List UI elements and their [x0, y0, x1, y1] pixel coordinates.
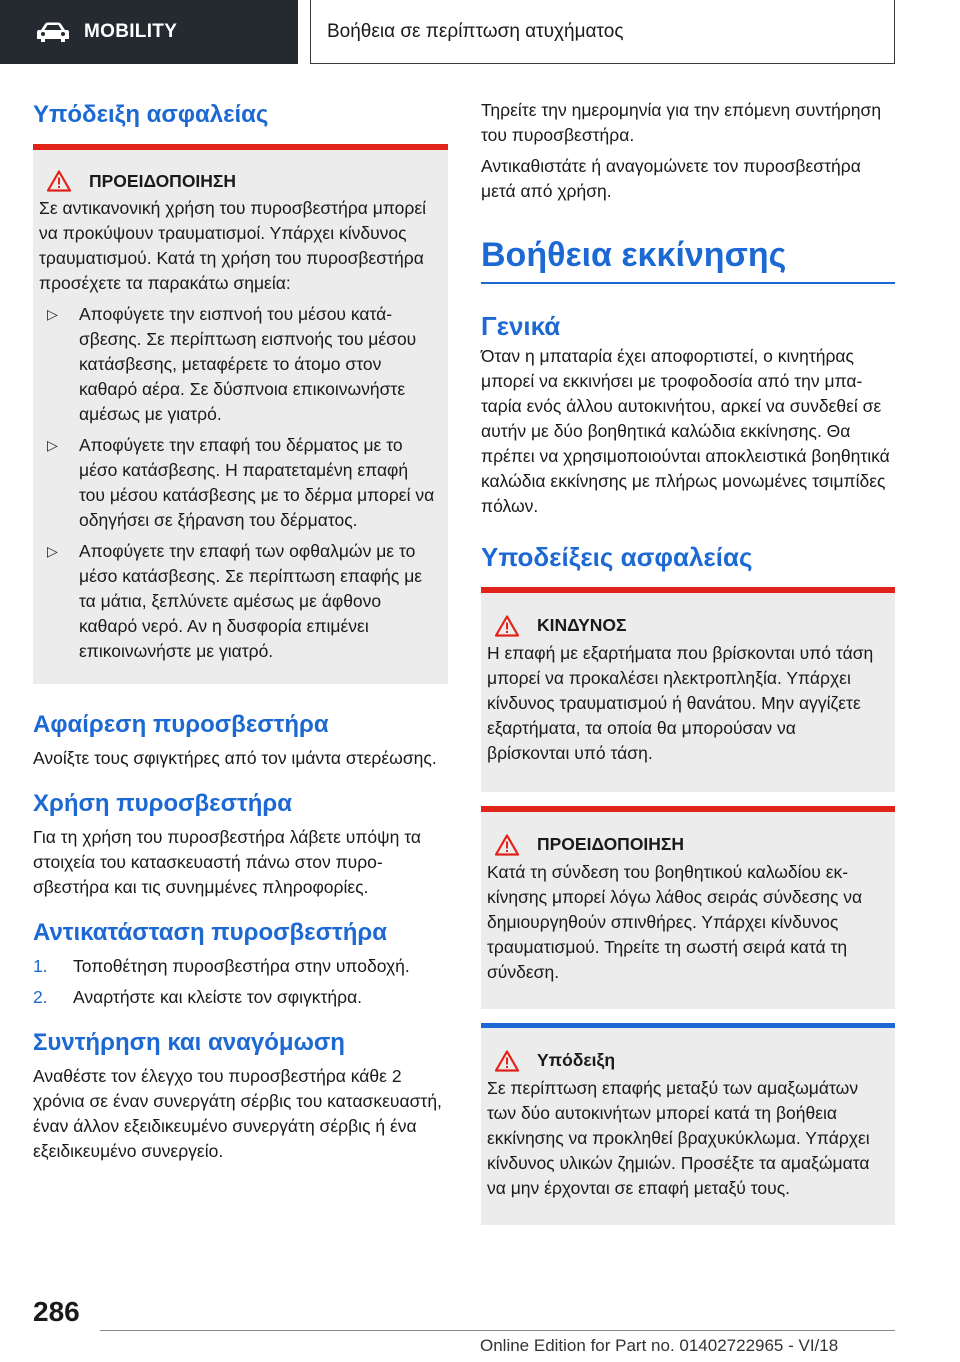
- list-item: [39, 433, 436, 533]
- bullet-triangle-icon: ▷: [47, 543, 58, 559]
- right-column: [481, 98, 895, 1225]
- bullet-triangle-icon: ▷: [47, 306, 58, 322]
- replace-heading: Αντικατάσταση πυροσβεστήρα: [33, 919, 387, 946]
- heading-rule: [481, 282, 895, 284]
- header-chapter-label: Βοήθεια σε περίπτωση ατυχήματος: [327, 20, 624, 42]
- notice-box: [481, 1028, 895, 1225]
- danger-text: Η επαφή με εξαρτήματα που βρίσκονται υπό τάση μπορεί να προκαλέσει ηλεκτροπληξία. Υπάρχει κίνδυνος τραυματισμού ή θανάτου. Μην αγγίζετε εξαρτήματα, τα οποία θα μπορούσαν να βρίσκονται υπό τάση.: [487, 642, 874, 763]
- warning-header: [39, 170, 436, 192]
- general-text: Όταν η μπαταρία έχει αποφορτιστεί, ο κινητήρας μπορεί να εκκινήσει με τροφοδοσία από την μπαταρία ενός άλλου αυτοκινήτου, αρκεί να συνδεθεί σε αυτήν με δύο βοηθητικά καλώδια εκκίνησης. Θα πρέπει να χρησιμοποιούνται αποκλειστικά βοηθητικά καλώδια εκκίνησης με πλήρως μονωμένες τσιμπίδες πόλων.: [481, 345, 890, 516]
- danger-label: ΚΙΝΔΥΝΟΣ: [537, 615, 627, 635]
- safety-note-heading: Υπόδειξη ασφαλείας: [33, 101, 269, 128]
- use-heading: Χρήση πυροσβεστήρα: [33, 790, 292, 817]
- replace-steps-list: [33, 954, 448, 1010]
- car-icon: [36, 21, 70, 43]
- warning-triangle-icon: [495, 615, 519, 637]
- danger-box: [481, 593, 895, 792]
- footer-rule: [100, 1330, 895, 1331]
- warning-box: [481, 812, 895, 1009]
- header-chapter: [310, 0, 895, 64]
- step-number: 1.: [33, 956, 48, 976]
- step-number: 2.: [33, 987, 48, 1007]
- danger-header: [487, 615, 883, 637]
- warning-text: Κατά τη σύνδεση του βοηθητικού καλωδίου εκκίνησης μπορεί λόγω λάθος σειράς σύνδεσης να δημιουργηθούν σπινθήρες. Υπάρχει κίνδυνος τραυματισμού. Τηρείτε τη σωστή σειρά κατά τη σύνδεση.: [487, 861, 863, 982]
- list-item: [39, 302, 436, 427]
- warning-triangle-icon: [495, 834, 519, 856]
- maintenance-text: Αναθέστε τον έλεγχο του πυροσβεστήρα κάθε 2 χρόνια σε έναν συνεργάτη σέρβις του κατασκευαστή, έναν άλλον εξειδικευμένο συνεργάτη σέρβις ή ένα εξειδικευμένο συνεργείο.: [33, 1066, 442, 1161]
- bullet-triangle-icon: ▷: [47, 437, 58, 453]
- footer-edition: Online Edition for Part no. 01402722965 - VI/18: [480, 1336, 839, 1355]
- use-text: Για τη χρήση του πυροσβεστήρα λάβετε υπόψη τα στοιχεία του κατασκευαστή πάνω στον πυροσβεστήρα και τις συνημμένες πληροφορίες.: [33, 827, 422, 897]
- list-item: [33, 985, 448, 1010]
- removal-text: Ανοίξτε τους σφιγκτήρες από τον ιμάντα στερέωσης.: [33, 748, 437, 768]
- warning-label: ΠΡΟΕΙΔΟΠΟΙΗΣΗ: [537, 834, 685, 854]
- notice-text: Σε περίπτωση επαφής μεταξύ των αμαξωμάτων των δύο αυτοκινήτων μπορεί κατά τη βοήθεια εκκίνησης να προκληθεί βραχυκύκλωμα. Υπάρχει κίνδυνος υλικών ζημιών. Προσέξτε τα αμαξώματα να μην έρχονται σε επαφή μεταξύ τους.: [487, 1077, 870, 1198]
- general-heading: Γενικά: [481, 310, 561, 341]
- list-item-text: Αποφύγετε την εισπνοή του μέσου κατάσβεσης. Σε περίπτωση εισπνοής του μέσου κατάσβεσης, μεταφέρετε το άτομο στον καθαρό αέρα. Σε δύσπνοια επικοινωνήστε αμέσως με γιατρό.: [79, 304, 417, 424]
- maintenance-heading: Συντήρηση και αναγόμωση: [33, 1029, 345, 1056]
- left-column: [33, 100, 448, 1164]
- warning-bullet-list: [39, 302, 436, 664]
- removal-heading: Αφαίρεση πυροσβεστήρα: [33, 711, 329, 738]
- list-item: [33, 954, 448, 979]
- service-date-text: Τηρείτε την ημερομηνία για την επόμενη συντήρηση του πυροσβεστήρα.: [481, 100, 882, 145]
- notice-triangle-icon: [495, 1050, 519, 1072]
- warning-triangle-icon: [47, 170, 71, 192]
- list-item: [39, 539, 436, 664]
- page-number: 286: [33, 1296, 80, 1327]
- warning-header: [487, 834, 883, 856]
- notice-label: Υπόδειξη: [537, 1050, 616, 1070]
- list-item-text: Αποφύγετε την επαφή των οφθαλμών με το μέσο κατάσβεσης. Σε περίπτωση επαφής με τα μάτια, ξεπλύνετε αμέσως με άφθονο καθαρό νερό. Αν η δυσφορία επιμένει επικοινωνήστε με γιατρό.: [79, 541, 423, 661]
- step-text: Τοποθέτηση πυροσβεστήρα στην υποδοχή.: [73, 956, 410, 976]
- warning-text: Σε αντικανονική χρήση του πυροσβεστήρα μπορεί να προκύψουν τραυματισμοί. Υπάρχει κίνδυνος τραυματισμού. Κατά τη χρήση του πυροσβεστήρα προσέχετε τα παρακάτω σημεία:: [39, 198, 427, 293]
- notice-header: [487, 1050, 883, 1072]
- safety-notes-heading: Υποδείξεις ασφαλείας: [481, 541, 753, 572]
- jump-start-heading: Βοήθεια εκκίνησης: [481, 236, 787, 274]
- step-text: Αναρτήστε και κλείστε τον σφιγκτήρα.: [73, 987, 363, 1007]
- header-section-tab: [0, 0, 298, 64]
- warning-box: [33, 150, 448, 684]
- header-section-label: MOBILITY: [84, 21, 178, 42]
- list-item-text: Αποφύγετε την επαφή του δέρματος με το μέσο κατάσβεσης. Η παρατεταμένη επαφή του μέσου κατάσβεσης με το δέρμα μπορεί να οδηγήσει σε ξήρανση του δέρματος.: [79, 435, 435, 530]
- replace-after-use-text: Αντικαθιστάτε ή αναγομώνετε τον πυροσβεστήρα μετά από χρήση.: [481, 156, 861, 201]
- warning-label: ΠΡΟΕΙΔΟΠΟΙΗΣΗ: [89, 170, 237, 191]
